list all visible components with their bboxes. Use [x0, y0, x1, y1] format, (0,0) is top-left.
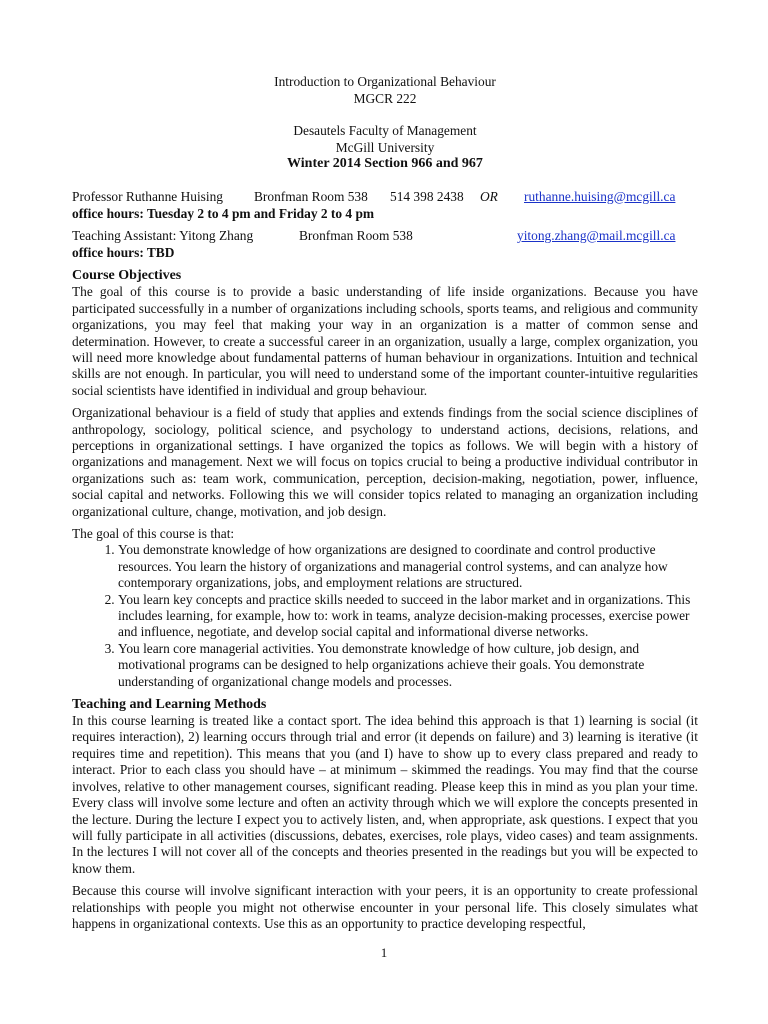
course-objectives-heading: Course Objectives [72, 268, 182, 284]
or-label: OR [480, 188, 498, 204]
professor-email-link[interactable]: ruthanne.huising@mcgill.ca [524, 188, 676, 204]
professor-name: Professor Ruthanne Huising [72, 188, 224, 204]
page-content [72, 74, 698, 932]
ta-row [72, 228, 698, 245]
page-number: 1 [380, 945, 388, 960]
title-block [72, 74, 698, 173]
course-code: MGCR 222 [353, 90, 417, 106]
professor-office-hours: office hours: Tuesday 2 to 4 pm and Friday 2 to 4 pm [72, 205, 375, 221]
faculty-name: Desautels Faculty of Management [293, 123, 477, 138]
objectives-paragraph-2: Organizational behaviour is a field of study that applies and extends findings from the social science disciplines of anthropology, sociology, political science, and psychology to understand actions, decisions, relations, and perceptions in organizational settings. I have organized the topics as follows. We will begin with a history of organizations and management. Next we will focus on topics crucial to being a productive individual contributor in organizations such as: team work, communication, perception, decision-making, negotiation, power, influence, social capital and networks. Following this we will consider topics related to managing an organization including organizational culture, change, motivation, and job design. [72, 405, 698, 519]
ta-name: Teaching Assistant: Yitong Zhang [72, 227, 254, 243]
ta-email-link[interactable]: yitong.zhang@mail.mcgill.ca [517, 227, 676, 243]
ta-office-hours: office hours: TBD [72, 244, 175, 260]
university-name: McGill University [335, 139, 435, 155]
goal-item: 3. You learn core managerial activities. You demonstrate knowledge of how culture, job design, and motivational programs can be designed to help organizations achieve their goals. You demonstrate understanding of organizational change models and processes. [118, 641, 698, 690]
methods-paragraph-2: Because this course will involve significant interaction with your peers, it is an opportunity to create professional relationships with people you might not otherwise encounter in your personal life. This closely simulates what happens in organizational contexts. Use this as an opportunity to practice developing respectful, [72, 883, 698, 931]
goal-intro: The goal of this course is that: [72, 526, 235, 541]
goal-list [72, 542, 698, 690]
professor-phone: 514 398 2438 [390, 188, 464, 204]
teaching-methods-heading: Teaching and Learning Methods [72, 697, 267, 713]
term-line: Winter 2014 Section 966 and 967 [287, 156, 483, 171]
ta-room: Bronfman Room 538 [299, 227, 413, 243]
goal-item: 1. You demonstrate knowledge of how organizations are designed to coordinate and control productive resources. You learn the history of organizations and managerial control systems, and can analyze how contemporary organizations, jobs, and employment relations are structured. [118, 542, 698, 591]
professor-row [72, 189, 698, 206]
professor-room: Bronfman Room 538 [254, 188, 368, 204]
objectives-paragraph-1: The goal of this course is to provide a basic understanding of life inside organizations. Because you have participated successfully in a number of organizations including schools, sports teams, and religious and community organizations, you may feel that making your way in an organization is a matter of common sense and determination. However, to create a successful career in an organization, usually a large, complex organization, you will need more knowledge about fundamental patterns of human behaviour in organizations. Intuition and technical skills are not enough. In particular, you will need to understand some of the important counter-intuitive regularities social scientists have identified in individual and group behaviour. [72, 284, 698, 398]
methods-paragraph-1: In this course learning is treated like a contact sport. The idea behind this approach is that 1) learning is social (it requires interaction), 2) learning occurs through trial and error (it depends on failure) and 3) learning is iterative (it requires time and repetition). This means that you (and I) have to show up to every class prepared and ready to interact. Prior to each class you should have – at minimum – skimmed the readings. You may find that the course involves, relative to other management courses, significant reading. Please keep this in mind as you plan your time. Every class will involve some lecture and often an activity through which we will explore the concepts presented in the lecture. During the lecture I expect you to actively listen, and, when appropriate, ask questions. I expect that you will fully participate in all activities (discussions, debates, exercises, role plays, video cases) and team assignments. In the lectures I will not cover all of the concepts and theories presented in the readings but you will be expected to know them. [72, 713, 698, 876]
goal-item: 2. You learn key concepts and practice skills needed to succeed in the labor market and in organizations. This includes learning, for example, how to: work in teams, analyze decision-making processes, exercise power and influence, negotiate, and develop social capital and informational diverse networks. [118, 592, 698, 641]
course-title: Introduction to Organizational Behaviour [274, 74, 496, 89]
